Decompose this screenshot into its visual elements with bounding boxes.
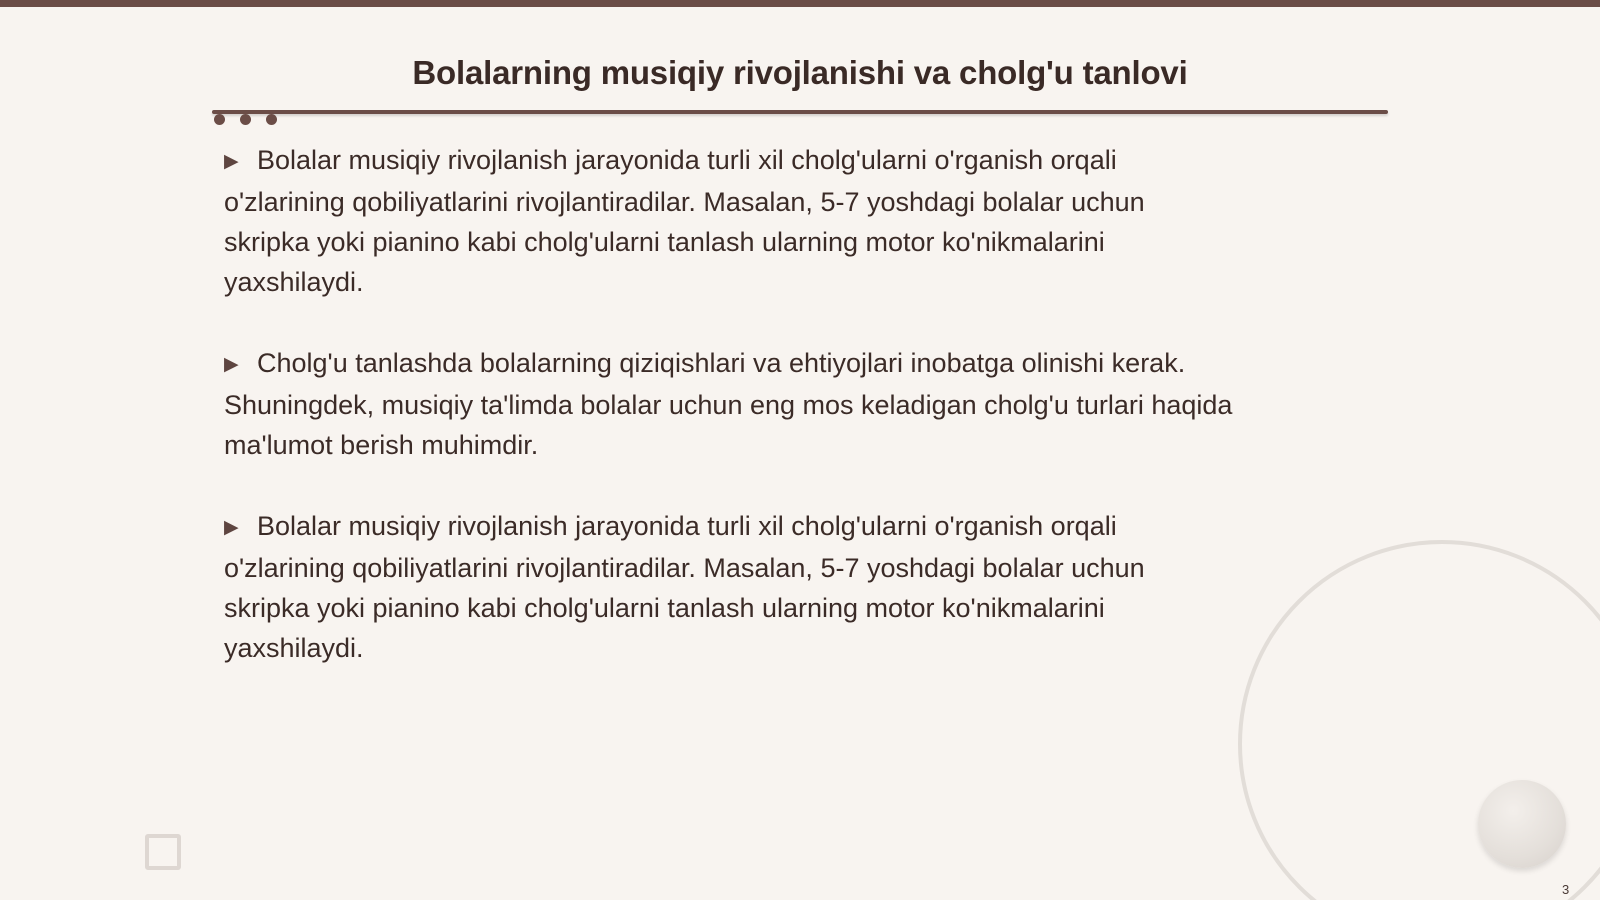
slide-title: Bolalarning musiqiy rivojlanishi va cholg'u tanlovi	[412, 54, 1188, 91]
bullet-text-line: Bolalar musiqiy rivojlanish jarayonida turli xil cholg'ularni o'rganish orqali	[257, 511, 1117, 541]
decorative-dot	[266, 114, 277, 125]
bullet-text-line: o'zlarining qobiliyatlarini rivojlantiradilar. Masalan, 5-7 yoshdagi bolalar uchun	[224, 187, 1145, 217]
bullet-list	[224, 140, 1374, 709]
bullet-text-line: skripka yoki pianino kabi cholg'ularni tanlash ularning motor ko'nikmalarini	[224, 227, 1105, 257]
bullet-text-line: yaxshilaydi.	[224, 633, 364, 663]
bullet-marker-icon: ▶	[224, 517, 239, 538]
decorative-ball	[1478, 780, 1566, 868]
bullet-text-line: Shuningdek, musiqiy ta'limda bolalar uchun eng mos keladigan cholg'u turlari haqida	[224, 390, 1233, 420]
bullet-item	[224, 506, 1374, 668]
top-border	[0, 0, 1600, 7]
decorative-dot	[214, 114, 225, 125]
bullet-text-line: yaxshilaydi.	[224, 267, 364, 297]
bullet-marker-icon: ▶	[224, 354, 239, 375]
title-underline	[212, 110, 1388, 114]
page-number: 3	[1562, 882, 1570, 897]
bullet-text-line: o'zlarining qobiliyatlarini rivojlantiradilar. Masalan, 5-7 yoshdagi bolalar uchun	[224, 553, 1145, 583]
bullet-item	[224, 343, 1374, 465]
bullet-text-line: ma'lumot berish muhimdir.	[224, 430, 539, 460]
bullet-item	[224, 140, 1374, 302]
bullet-marker-icon: ▶	[224, 151, 239, 172]
decorative-dot	[240, 114, 251, 125]
bullet-text-line: Bolalar musiqiy rivojlanish jarayonida turli xil cholg'ularni o'rganish orqali	[257, 145, 1117, 175]
decorative-square	[145, 834, 181, 870]
bullet-text-line: skripka yoki pianino kabi cholg'ularni tanlash ularning motor ko'nikmalarini	[224, 593, 1105, 623]
bullet-text-line: Cholg'u tanlashda bolalarning qiziqishlari va ehtiyojlari inobatga olinishi kerak.	[257, 348, 1186, 378]
